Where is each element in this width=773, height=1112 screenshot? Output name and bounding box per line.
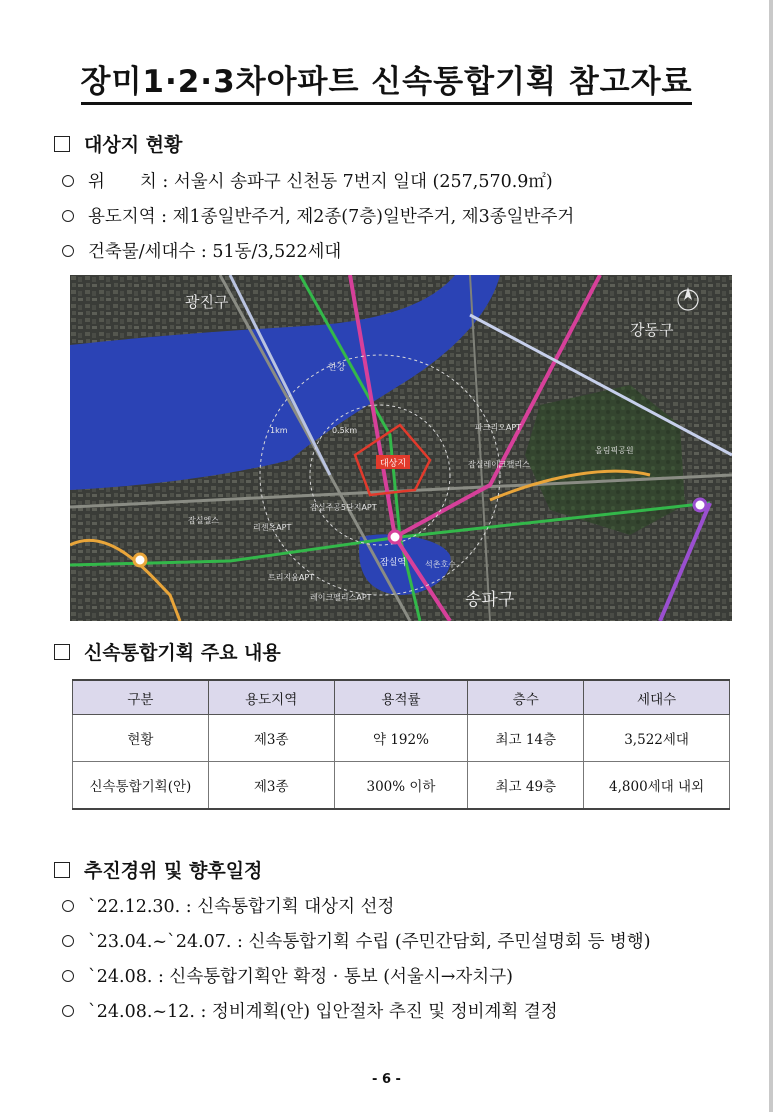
table-row [73, 762, 730, 810]
map-label-apt7: 레이크팰리스APT [310, 593, 372, 602]
bullet-buildings: 건축물/세대수 : 51동/3,522세대 [62, 238, 341, 263]
section-heading-main-content: 신속통합기획 주요 내용 [54, 638, 281, 665]
square-bullet-icon [54, 136, 70, 152]
map-label-dist1: 1km [270, 426, 288, 435]
table-cell: 3,522세대 [584, 715, 730, 762]
section-heading-site-status: 대상지 현황 [54, 130, 182, 157]
table-header-row [73, 680, 730, 715]
table-cell: 최고 49층 [468, 762, 584, 810]
timeline-item: `24.08. : 신속통합기획안 확정 · 통보 (서울시→자치구) [62, 963, 513, 988]
plan-summary-table [72, 679, 730, 810]
table-header-floors: 층수 [468, 680, 584, 715]
timeline-item: `22.12.30. : 신속통합기획 대상지 선정 [62, 893, 394, 918]
bullet-zoning: 용도지역 : 제1종일반주거, 제2종(7층)일반주거, 제3종일반주거 [62, 203, 574, 228]
map-label-apt1: 잠실엘스 [188, 516, 219, 525]
section-heading-timeline: 추진경위 및 향후일정 [54, 856, 262, 883]
table-cell: 300% 이하 [334, 762, 468, 810]
table-cell: 최고 14층 [468, 715, 584, 762]
page-title: 장미1·2·3차아파트 신속통합기획 참고자료 [0, 56, 773, 101]
circle-bullet-icon [62, 210, 74, 222]
table-cell: 4,800세대 내외 [584, 762, 730, 810]
table-cell: 제3종 [208, 762, 334, 810]
table-header-category: 구분 [73, 680, 209, 715]
map-label-songpa: 송파구 [465, 590, 515, 610]
map-label-gangdong: 강동구 [630, 321, 674, 339]
table-cell: 신속통합기획(안) [73, 762, 209, 810]
table-header-far: 용적률 [334, 680, 468, 715]
circle-bullet-icon [62, 900, 74, 912]
table-cell: 제3종 [208, 715, 334, 762]
site-aerial-map [70, 275, 732, 621]
map-label-apt6: 트리지움APT [268, 573, 315, 582]
bullet-location: 위 치 : 서울시 송파구 신천동 7번지 일대 (257,570.9㎡) [62, 168, 553, 193]
circle-bullet-icon [62, 935, 74, 947]
table-cell: 약 192% [334, 715, 468, 762]
circle-bullet-icon [62, 245, 74, 257]
map-label-lake: 석촌호수 [425, 560, 456, 569]
map-label-apt4: 파크리오APT [475, 423, 522, 432]
map-label-station: 잠실역 [380, 558, 407, 568]
circle-bullet-icon [62, 175, 74, 187]
table-header-households: 세대수 [584, 680, 730, 715]
table-row [73, 715, 730, 762]
map-label-apt3: 잠실주공5단지APT [310, 503, 377, 512]
page-number: - 6 - [372, 1072, 401, 1087]
map-label-park: 올림픽공원 [595, 446, 634, 455]
map-label-river: 한강 [328, 363, 346, 373]
map-label-dist2: 0.5km [332, 426, 358, 435]
circle-bullet-icon [62, 970, 74, 982]
table-cell: 현황 [73, 715, 209, 762]
circle-bullet-icon [62, 1005, 74, 1017]
timeline-item: `23.04.~`24.07. : 신속통합기획 수립 (주민간담회, 주민설명회 등 병행) [62, 928, 651, 953]
map-label-apt2: 리센츠APT [253, 523, 292, 532]
square-bullet-icon [54, 862, 70, 878]
map-label-gwangjin: 광진구 [185, 293, 229, 311]
map-label-site: 대상지 [379, 459, 407, 469]
page-edge [769, 0, 773, 1112]
timeline-item: `24.08.~12. : 정비계획(안) 입안절차 추진 및 정비계획 결정 [62, 998, 558, 1023]
table-header-zoning: 용도지역 [208, 680, 334, 715]
map-label-apt5: 잠실레이크팰리스 [468, 460, 530, 469]
square-bullet-icon [54, 644, 70, 660]
